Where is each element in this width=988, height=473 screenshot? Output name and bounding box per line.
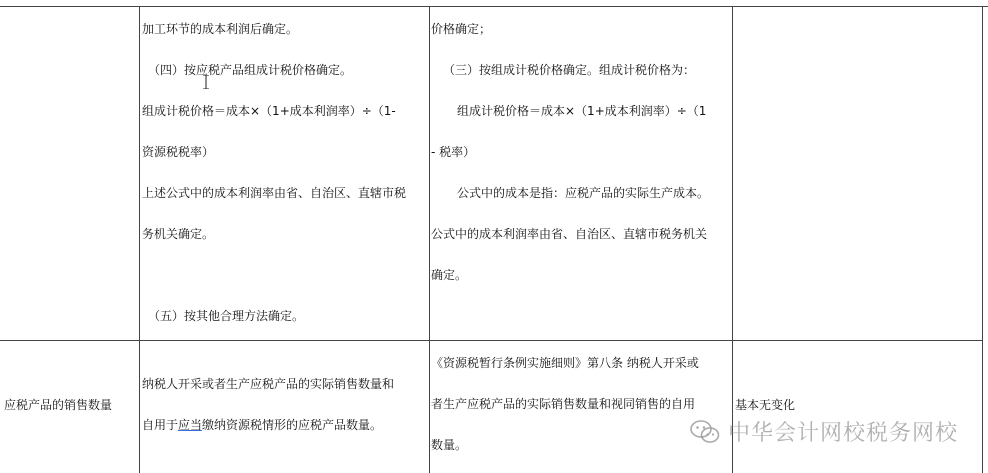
row2-col1-cell	[4, 385, 112, 426]
text-line: 组成计税价格＝成本×（1+成本利润率）÷（1-	[142, 104, 396, 118]
row1-col3-cell	[431, 9, 709, 296]
row-header: 应税产品的销售数量	[4, 398, 113, 412]
blank-line	[142, 255, 406, 296]
text-line: 数量。	[431, 438, 468, 452]
text-line: 组成计税价格＝成本×（1+成本利润率）÷（1	[457, 104, 707, 118]
text-with-underline: 自用于应当缴纳资源税情形的应税产品数量。	[142, 418, 383, 432]
text-line: 加工环节的成本利润后确定。	[142, 22, 299, 36]
text-line: 务机关确定。	[142, 227, 215, 241]
column-divider	[732, 6, 733, 473]
row1-col2-cell	[142, 9, 406, 337]
watermark	[690, 416, 958, 447]
column-divider	[982, 6, 983, 473]
text-line: （五）按其他合理方法确定。	[148, 309, 305, 323]
text-line: 公式中的成本利润率由省、自治区、直辖市税务机关	[431, 227, 708, 241]
text-line: 纳税人开采或者生产应税产品的实际销售数量和	[142, 377, 395, 391]
watermark-text: 中华会计网校税务网校	[727, 421, 958, 446]
row2-col3-cell	[431, 343, 699, 466]
text-line: 《资源税暂行条例实施细则》第八条 纳税人开采或	[431, 356, 699, 370]
text-line: 资源税税率）	[142, 145, 215, 159]
row-divider	[0, 340, 983, 341]
row2-col2-cell	[142, 364, 394, 446]
text-line: （四）按应税产品组成计税价格确定。	[148, 63, 353, 77]
column-divider	[429, 6, 430, 473]
text-line: 者生产应税产品的实际销售数量和视同销售的自用	[431, 397, 696, 411]
text-line: 上述公式中的成本利润率由省、自治区、直辖市税	[142, 186, 407, 200]
text-line: 价格确定；	[431, 22, 492, 36]
column-divider	[139, 6, 140, 473]
text-line	[142, 405, 394, 446]
text-line: 确定。	[431, 268, 468, 282]
text-line: （三）按组成计税价格确定。组成计税价格为：	[443, 63, 696, 77]
underlined-term: 应当	[178, 418, 203, 432]
wechat-icon	[690, 419, 720, 445]
table-top-border	[0, 6, 988, 7]
text-line: 公式中的成本是指：应税产品的实际生产成本。	[457, 186, 710, 200]
text-cursor-icon	[203, 75, 209, 89]
text-line: - 税率）	[431, 145, 476, 159]
change-note: 基本无变化	[735, 398, 796, 412]
